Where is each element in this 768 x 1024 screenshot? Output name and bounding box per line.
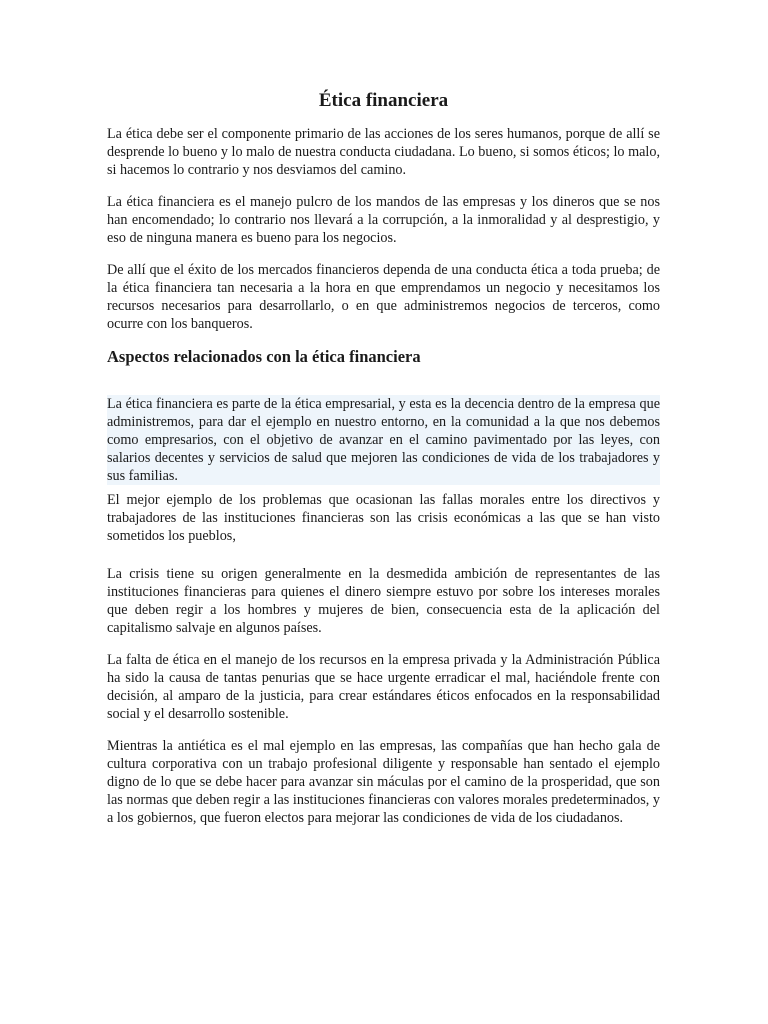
paragraph-section-4: Mientras la antiética es el mal ejemplo en las empresas, las compañías que han hecho gala de cultura corporativa con un trabajo profesional diligente y responsable han sentado el ejemplo digno de lo que se debe hacer para avanzar sin máculas por el camino de la prosperidad, que son las normas que deben regir a las instituciones financieras con valores morales predeterminados, y a los gobiernos, que fueron electos para mejorar las condiciones de vida de los ciudadanos. xyxy=(107,737,660,826)
paragraph-intro-1: La ética debe ser el componente primario de las acciones de los seres humanos, porque de allí se desprende lo bueno y lo malo de nuestra conducta ciudadana. Lo bueno, si somos éticos; lo malo, si hacemos lo contrario y nos desviamos del camino. xyxy=(107,125,660,178)
paragraph-section-1: El mejor ejemplo de los problemas que ocasionan las fallas morales entre los directivos y trabajadores de las instituciones financieras son las crisis económicas a las que se han visto sometidos los pueblos, xyxy=(107,491,660,544)
paragraph-intro-2: La ética financiera es el manejo pulcro de los mandos de las empresas y los dineros que se nos han encomendado; lo contrario nos llevará a la corrupción, a la inmoralidad y al desprestigio, y eso de ninguna manera es bueno para los negocios. xyxy=(107,193,660,246)
paragraph-section-2: La crisis tiene su origen generalmente en la desmedida ambición de representantes de las instituciones financieras para quienes el dinero siempre estuvo por sobre los intereses morales que deben regir a los hombres y mujeres de bien, consecuencia esta de la aplicación del capitalismo salvaje en algunos países. xyxy=(107,565,660,636)
document-page xyxy=(107,90,660,841)
section-heading: Aspectos relacionados con la ética financiera xyxy=(107,346,421,366)
document-title: Ética financiera xyxy=(318,90,449,111)
paragraph-section-3: La falta de ética en el manejo de los recursos en la empresa privada y la Administración Pública ha sido la causa de tantas penurias que se hace urgente erradicar el mal, haciéndole frente con decisión, al amparo de la justicia, para crear estándares éticos enfocados en la responsabilidad social y el desarrollo sostenible. xyxy=(107,651,660,722)
paragraph-intro-3: De allí que el éxito de los mercados financieros dependa de una conducta ética a toda prueba; de la ética financiera tan necesaria a la hora en que emprendamos un negocio y necesitamos los recursos necesarios para desarrollarlo, o en que administremos negocios de terceros, como ocurre con los banqueros. xyxy=(107,261,660,332)
highlighted-paragraph: La ética financiera es parte de la ética empresarial, y esta es la decencia dentro de la empresa que administremos, para dar el ejemplo en nuestro entorno, en la comunidad a la que nos debemos como empresarios, con el objetivo de avanzar en el camino pavimentado por las leyes, con salarios decentes y servicios de salud que mejoren las condiciones de vida de los trabajadores y sus familias. xyxy=(107,395,660,484)
